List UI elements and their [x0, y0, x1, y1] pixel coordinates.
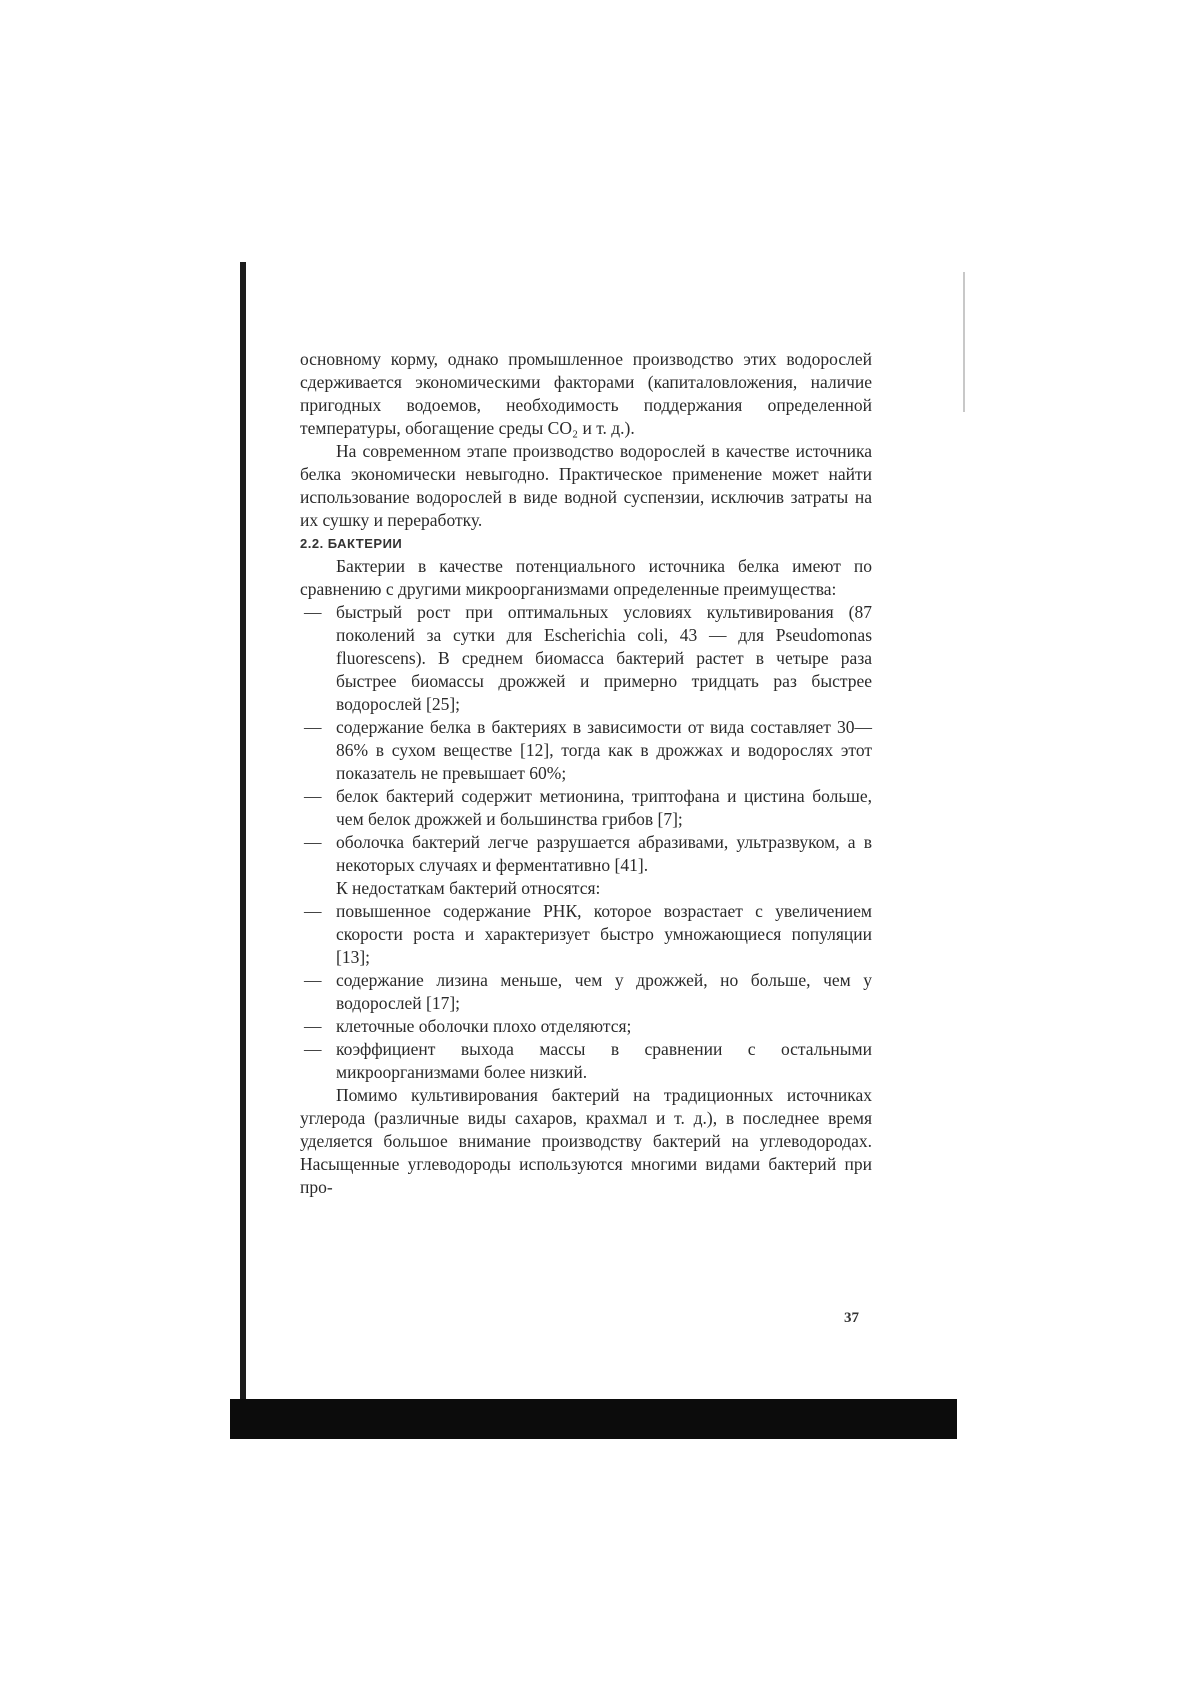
- advantage-text: белок бактерий содержит метионина, триптофана и цистина больше, чем белок дрожжей и большинства грибов [7];: [336, 786, 872, 829]
- scan-edge-left: [240, 262, 246, 1400]
- scan-band-bottom: [230, 1399, 957, 1439]
- disadvantage-text: содержание лизина меньше, чем у дрожжей, но больше, чем у водорослей [17];: [336, 970, 872, 1013]
- page-text: [300, 348, 872, 1199]
- dash-marker: —: [304, 786, 322, 806]
- disadvantage-text: клеточные оболочки плохо отделяются;: [336, 1016, 632, 1036]
- advantage-item: [300, 716, 872, 785]
- dash-marker: —: [304, 602, 322, 622]
- advantage-text: быстрый рост при оптимальных условиях культивирования (87 поколений за сутки для Escherichia coli, 43 — для Pseudomonas fluorescens). В среднем биомасса бактерий растет в четыре раза быстрее биомассы дрожжей и примерно тридцать раз быстрее водорослей [25];: [336, 602, 872, 714]
- dash-marker: —: [304, 717, 322, 737]
- section-heading: 2.2. БАКТЕРИИ: [300, 536, 403, 551]
- dash-marker: —: [304, 901, 322, 921]
- disadvantage-item: [300, 1038, 872, 1084]
- page-number: 37: [844, 1310, 859, 1326]
- intro-paragraph-2: На современном этапе производство водорослей в качестве источника белка экономически невыгодно. Практическое применение может найти использование водорослей в виде водной суспензии, исключив затраты на их сушку и переработку.: [300, 441, 872, 530]
- advantage-item: [300, 601, 872, 716]
- advantage-text: содержание белка в бактериях в зависимости от вида составляет 30—86% в сухом веществе [12], тогда как в дрожжах и водорослях этот показатель не превышает 60%;: [336, 717, 872, 783]
- advantage-item: [300, 785, 872, 831]
- disadvantage-item: [300, 900, 872, 969]
- scan-edge-right: [963, 272, 965, 412]
- disadvantage-text: повышенное содержание РНК, которое возрастает с увеличением скорости роста и характеризует быстро умножающиеся популяции [13];: [336, 901, 872, 967]
- disadvantages-intro: К недостаткам бактерий относятся:: [336, 878, 601, 898]
- disadvantage-item: [300, 969, 872, 1015]
- dash-marker: —: [304, 1039, 322, 1059]
- closing-paragraph: Помимо культивирования бактерий на традиционных источниках углерода (различные виды сахаров, крахмал и т. д.), в последнее время уделяется большое внимание производству бактерий на углеводородах. Насыщенные углеводороды используются многими видами бактерий при про-: [300, 1085, 872, 1197]
- advantages-intro: Бактерии в качестве потенциального источника белка имеют по сравнению с другими микроорганизмами определенные преимущества:: [300, 556, 872, 599]
- dash-marker: —: [304, 970, 322, 990]
- dash-marker: —: [304, 832, 322, 852]
- intro-paragraph-1: основному корму, однако промышленное производство этих водорослей сдерживается экономическими факторами (капиталовложения, наличие пригодных водоемов, необходимость поддержания определенной температуры, обогащение среды CO₂ и т. д.).: [300, 349, 872, 438]
- disadvantage-text: коэффициент выхода массы в сравнении с остальными микроорганизмами более низкий.: [336, 1039, 872, 1082]
- disadvantage-item: [300, 1015, 872, 1038]
- advantage-text: оболочка бактерий легче разрушается абразивами, ультразвуком, а в некоторых случаях и ферментативно [41].: [336, 832, 872, 875]
- dash-marker: —: [304, 1016, 322, 1036]
- advantage-item: [300, 831, 872, 877]
